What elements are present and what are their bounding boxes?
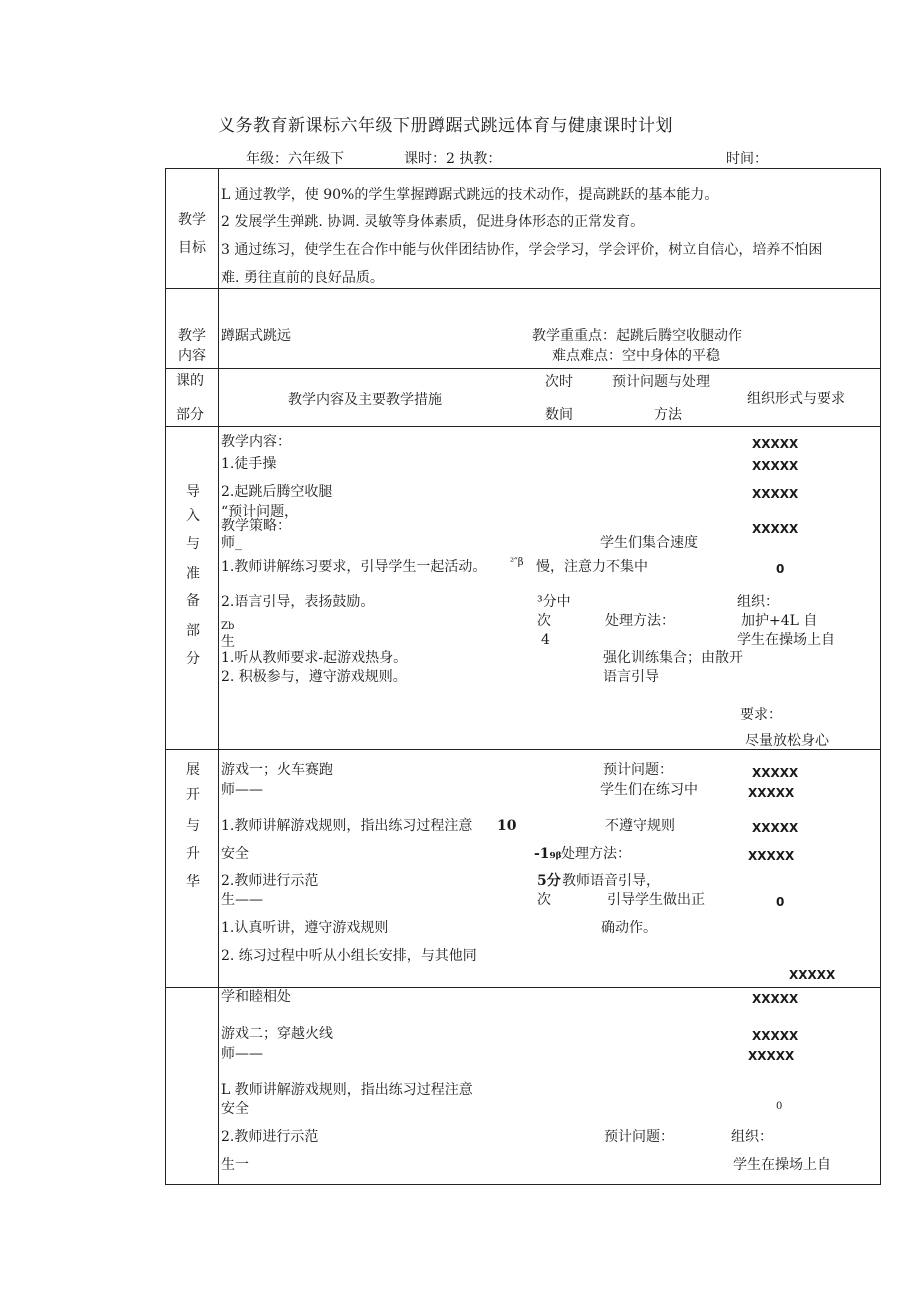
s1-problem-slow: 慢，注意力不集中 bbox=[536, 559, 648, 575]
s2-formation-1: XXXXX bbox=[752, 766, 799, 780]
objective-1: L 通过教学，使 90%的学生掌握蹲踞式跳远的技术动作，提高跳跃的基本能力。 bbox=[221, 187, 719, 203]
s3-teacher-step-1: L 教师讲解游戏规则，指出练习过程注意 bbox=[221, 1082, 473, 1098]
content-label-2: 内容 bbox=[178, 348, 206, 364]
s2-teacher: 师—— bbox=[221, 782, 263, 798]
s1-solution-1: 强化训练集合；由散开 bbox=[603, 650, 743, 666]
header-period: 课时：2 执教： bbox=[404, 151, 502, 167]
content-key-point: 教学重重点：起跳后腾空收腿动作 bbox=[532, 328, 742, 344]
s2-problem-1: 学生们在练习中 bbox=[600, 782, 698, 798]
content-topic: 蹲踞式跳远 bbox=[221, 328, 291, 344]
s2-safety: 安全 bbox=[221, 846, 249, 862]
s1-item-1: 1.徒手操 bbox=[221, 456, 277, 472]
objective-3: 3 通过练习，使学生在合作中能与伙伴团结协作，学会学习，学会评价，树立自信心，培养不怕困 bbox=[221, 242, 823, 258]
header-content: 教学内容及主要教学措施 bbox=[288, 392, 442, 408]
s1-strategy: 教学策略： bbox=[221, 518, 291, 534]
s2-teacher-step-1: 1.教师讲解游戏规则，指出练习过程注意 bbox=[221, 818, 473, 834]
header-time: 时间： bbox=[726, 151, 768, 167]
objectives-label-2: 目标 bbox=[178, 240, 206, 256]
s3-teacher-marker: 0 bbox=[776, 1101, 783, 1112]
s1-formation-1: XXXXX bbox=[752, 437, 799, 451]
header-grade: 年级：六年级下 bbox=[246, 151, 344, 167]
s1-teacher: 师_ bbox=[221, 535, 242, 551]
s2-mid-3: 次 bbox=[537, 892, 551, 908]
s3-continued: 学和睦相处 bbox=[221, 989, 291, 1005]
s1-item-2: 2.起跳后腾空收腿 bbox=[221, 484, 333, 500]
s3-game-2: 游戏二；穿越火线 bbox=[221, 1026, 333, 1042]
s2-solution-2: 引导学生做出正 bbox=[607, 892, 705, 908]
section1-label-5: 备 bbox=[186, 593, 200, 609]
s1-teacher-marker: 0 bbox=[776, 562, 785, 576]
s2-formation-3: XXXXX bbox=[752, 821, 799, 835]
s3-formation-3: XXXXX bbox=[748, 1049, 795, 1063]
s2-teacher-marker: 0 bbox=[776, 895, 785, 909]
content-difficulty: 难点难点：空中身体的平稳 bbox=[552, 348, 720, 364]
section1-label-1: 导 bbox=[186, 484, 200, 500]
s1-student: 生 bbox=[221, 634, 235, 650]
objective-4: 难. 勇往直前的良好品质。 bbox=[221, 270, 384, 286]
s3-formation-2: XXXXX bbox=[752, 1029, 799, 1043]
s1-problem-1: 学生们集合速度 bbox=[600, 535, 698, 551]
s1-solution-label: 处理方法： bbox=[605, 613, 675, 629]
s2-teacher-step-2: 2.教师进行示范 bbox=[221, 873, 319, 889]
s3-org-label: 组织： bbox=[731, 1129, 773, 1145]
s3-safety: 安全 bbox=[221, 1101, 249, 1117]
section2-label-3: 与 bbox=[186, 818, 200, 834]
s2-mid-1: -1₉ᵦ bbox=[534, 846, 562, 862]
s3-teacher: 师—— bbox=[221, 1046, 263, 1062]
s2-formation-5: XXXXX bbox=[789, 968, 836, 982]
section1-label-3: 与 bbox=[186, 536, 200, 552]
s3-student: 生一 bbox=[221, 1157, 249, 1173]
s2-student-step-2: 2. 练习过程中听从小组长安排，与其他同 bbox=[221, 948, 477, 964]
s1-time: ³分中 bbox=[537, 594, 571, 610]
header-times-1: 次时 bbox=[545, 374, 573, 390]
s2-formation-4: XXXXX bbox=[748, 849, 795, 863]
section2-label-4: 升 bbox=[186, 846, 200, 862]
section1-label-4: 准 bbox=[186, 566, 200, 582]
s2-problem-2: 不遵守规则 bbox=[605, 818, 675, 834]
s1-count: 次 bbox=[537, 613, 551, 629]
s1-formation-3: XXXXX bbox=[752, 487, 799, 501]
s1-formation-2: XXXXX bbox=[752, 459, 799, 473]
s3-formation-1: XXXXX bbox=[752, 992, 799, 1006]
section1-label-2: 入 bbox=[186, 508, 200, 524]
s1-note: ²″β bbox=[510, 557, 524, 568]
s1-teacher-step-1: 1.教师讲解练习要求，引导学生一起活动。 bbox=[221, 559, 487, 575]
s1-formation-4: XXXXX bbox=[752, 522, 799, 536]
header-part-1: 课的 bbox=[176, 373, 204, 389]
s2-time-10: 10 bbox=[497, 818, 517, 834]
header-part-2: 部分 bbox=[176, 407, 204, 423]
s1-teacher-step-2: 2.语言引导，表扬鼓励。 bbox=[221, 594, 375, 610]
header-problems-2: 方法 bbox=[654, 407, 682, 423]
s1-req-text: 尽量放松身心 bbox=[745, 733, 829, 749]
section2-label-1: 展 bbox=[186, 762, 200, 778]
s2-student-step-1: 1.认真听讲，遵守游戏规则 bbox=[221, 920, 389, 936]
s1-mark: Zb bbox=[221, 621, 235, 632]
s1-org-2: 学生在操场上自 bbox=[737, 632, 835, 648]
page-title: 义务教育新课标六年级下册蹲踞式跳远体育与健康课时计划 bbox=[218, 116, 673, 136]
s1-solution-2: 语言引导 bbox=[603, 669, 659, 685]
s1-org-label: 组织： bbox=[737, 594, 779, 610]
s2-mid-2: 5分 bbox=[537, 873, 561, 889]
s1-content-heading: 教学内容： bbox=[221, 434, 291, 450]
s1-count-number: 4 bbox=[541, 632, 550, 648]
section1-label-7: 分 bbox=[186, 651, 200, 667]
s2-solution-3: 确动作。 bbox=[601, 920, 657, 936]
s2-student: 生—— bbox=[221, 892, 263, 908]
s1-org-1: 加护+4L 自 bbox=[741, 613, 818, 629]
s1-student-step-1: 1.听从教师要求-起游戏热身。 bbox=[221, 650, 408, 666]
section2-label-5: 华 bbox=[186, 874, 200, 890]
s1-student-step-2: 2. 积极参与，遵守游戏规则。 bbox=[221, 669, 407, 685]
s3-teacher-step-2: 2.教师进行示范 bbox=[221, 1129, 319, 1145]
s3-org-1: 学生在操场上自 bbox=[733, 1157, 831, 1173]
header-org: 组织形式与要求 bbox=[747, 391, 845, 407]
s1-req-label: 要求： bbox=[740, 707, 782, 723]
s2-solution-1: 教师语音引导， bbox=[562, 873, 660, 889]
s3-problem-label: 预计问题： bbox=[604, 1129, 674, 1145]
s2-problem-label: 预计问题： bbox=[603, 762, 673, 778]
s2-solution-label: 处理方法： bbox=[561, 846, 631, 862]
section2-label-2: 开 bbox=[186, 787, 200, 803]
objectives-label-1: 教学 bbox=[178, 212, 206, 228]
header-problems-1: 预计问题与处理 bbox=[612, 374, 710, 390]
section1-label-6: 部 bbox=[186, 623, 200, 639]
header-times-2: 数间 bbox=[545, 407, 573, 423]
objective-2: 2 发展学生弹跳. 协调. 灵敏等身体素质，促进身体形态的正常发育。 bbox=[221, 214, 645, 230]
content-label-1: 教学 bbox=[178, 328, 206, 344]
s2-game-1: 游戏一；火车赛跑 bbox=[221, 762, 333, 778]
s1-expected-problem: “预计问题， bbox=[221, 504, 299, 520]
s2-formation-2: XXXXX bbox=[748, 786, 795, 800]
